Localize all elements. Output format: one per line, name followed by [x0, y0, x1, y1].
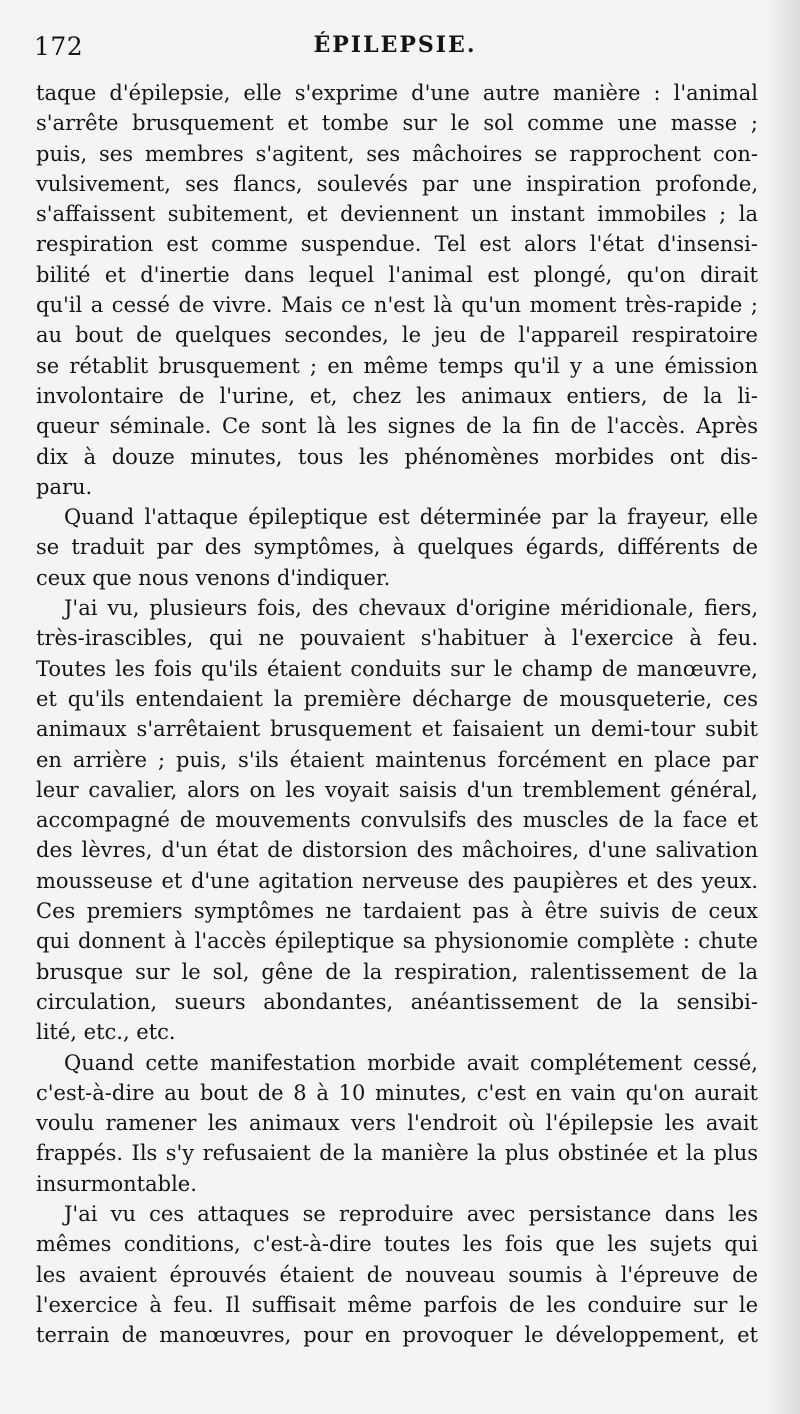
- text-line: mêmes conditions, c'est-à-dire toutes les fois que les sujets qui: [36, 1232, 758, 1257]
- text-line: c'est-à-dire au bout de 8 à 10 minutes, c'est en vain qu'on aurait: [36, 1080, 758, 1105]
- text-line: J'ai vu ces attaques se reproduire avec persistance dans les: [64, 1201, 758, 1226]
- text-line: en arrière ; puis, s'ils étaient maintenus forcément en place par: [36, 747, 758, 772]
- text-line: frappés. Ils s'y refusaient de la manière la plus obstinée et la plus: [36, 1141, 758, 1166]
- text-line: respiration est comme suspendue. Tel est alors l'état d'insensi-: [36, 232, 758, 257]
- text-line: les avaient éprouvés étaient de nouveau soumis à l'épreuve de: [36, 1262, 758, 1287]
- text-line: lité, etc., etc.: [36, 1020, 176, 1045]
- text-line: bilité et d'inertie dans lequel l'animal est plongé, qu'on dirait: [36, 262, 758, 287]
- text-line: Quand l'attaque épileptique est déterminée par la frayeur, elle: [64, 505, 758, 530]
- text-line: dix à douze minutes, tous les phénomènes morbides ont dis-: [36, 444, 758, 469]
- text-line: mousseuse et d'une agitation nerveuse des paupières et des yeux.: [36, 868, 758, 893]
- text-line: paru.: [36, 474, 93, 499]
- text-line: très-irascibles, qui ne pouvaient s'habituer à l'exercice à feu.: [36, 626, 758, 651]
- text-line: s'arrête brusquement et tombe sur le sol comme une masse ;: [36, 111, 758, 136]
- page-number: 172: [34, 32, 84, 61]
- text-line: s'affaissent subitement, et deviennent un instant immobiles ; la: [36, 202, 758, 227]
- text-line: accompagné de mouvements convulsifs des muscles de la face et: [36, 808, 758, 833]
- text-line: se rétablit brusquement ; en même temps qu'il y a une émission: [36, 353, 758, 378]
- text-line: brusque sur le sol, gêne de la respiration, ralentissement de la: [36, 959, 758, 984]
- text-line: involontaire de l'urine, et, chez les animaux entiers, de la li-: [36, 383, 758, 408]
- text-line: voulu ramener les animaux vers l'endroit où l'épilepsie les avait: [36, 1111, 758, 1136]
- text-line: queur séminale. Ce sont là les signes de la fin de l'accès. Après: [36, 414, 758, 439]
- text-line: insurmontable.: [36, 1171, 197, 1196]
- body-text: [36, 78, 758, 1350]
- running-title: ÉPILEPSIE.: [313, 32, 477, 58]
- text-line: ceux que nous venons d'indiquer.: [36, 565, 391, 590]
- text-line: leur cavalier, alors on les voyait saisis d'un tremblement général,: [36, 777, 758, 802]
- text-line: qu'il a cessé de vivre. Mais ce n'est là qu'un moment très-rapide ;: [36, 293, 758, 318]
- text-line: J'ai vu, plusieurs fois, des chevaux d'origine méridionale, fiers,: [64, 596, 758, 621]
- text-line: circulation, sueurs abondantes, anéantissement de la sensibi-: [36, 989, 758, 1014]
- text-line: vulsivement, ses flancs, soulevés par une inspiration profonde,: [36, 171, 758, 196]
- text-line: terrain de manœuvres, pour en provoquer le développement, et: [36, 1323, 758, 1348]
- text-line: l'exercice à feu. Il suffisait même parfois de les conduire sur le: [36, 1292, 758, 1317]
- text-line: Toutes les fois qu'ils étaient conduits sur le champ de manœuvre,: [36, 656, 758, 681]
- text-line: qui donnent à l'accès épileptique sa physionomie complète : chute: [36, 929, 758, 954]
- text-line: des lèvres, d'un état de distorsion des mâchoires, d'une salivation: [36, 838, 758, 863]
- text-line: puis, ses membres s'agitent, ses mâchoires se rapprochent con-: [36, 141, 758, 166]
- text-line: Quand cette manifestation morbide avait complétement cessé,: [64, 1050, 758, 1075]
- text-line: se traduit par des symptômes, à quelques égards, différents de: [36, 535, 758, 560]
- text-line: au bout de quelques secondes, le jeu de l'appareil respiratoire: [36, 323, 758, 348]
- text-line: Ces premiers symptômes ne tardaient pas à être suivis de ceux: [36, 899, 758, 924]
- running-head: [34, 32, 756, 66]
- text-line: et qu'ils entendaient la première décharge de mousqueterie, ces: [36, 686, 758, 711]
- text-line: animaux s'arrêtaient brusquement et faisaient un demi-tour subit: [36, 717, 758, 742]
- text-line: taque d'épilepsie, elle s'exprime d'une autre manière : l'animal: [36, 81, 758, 105]
